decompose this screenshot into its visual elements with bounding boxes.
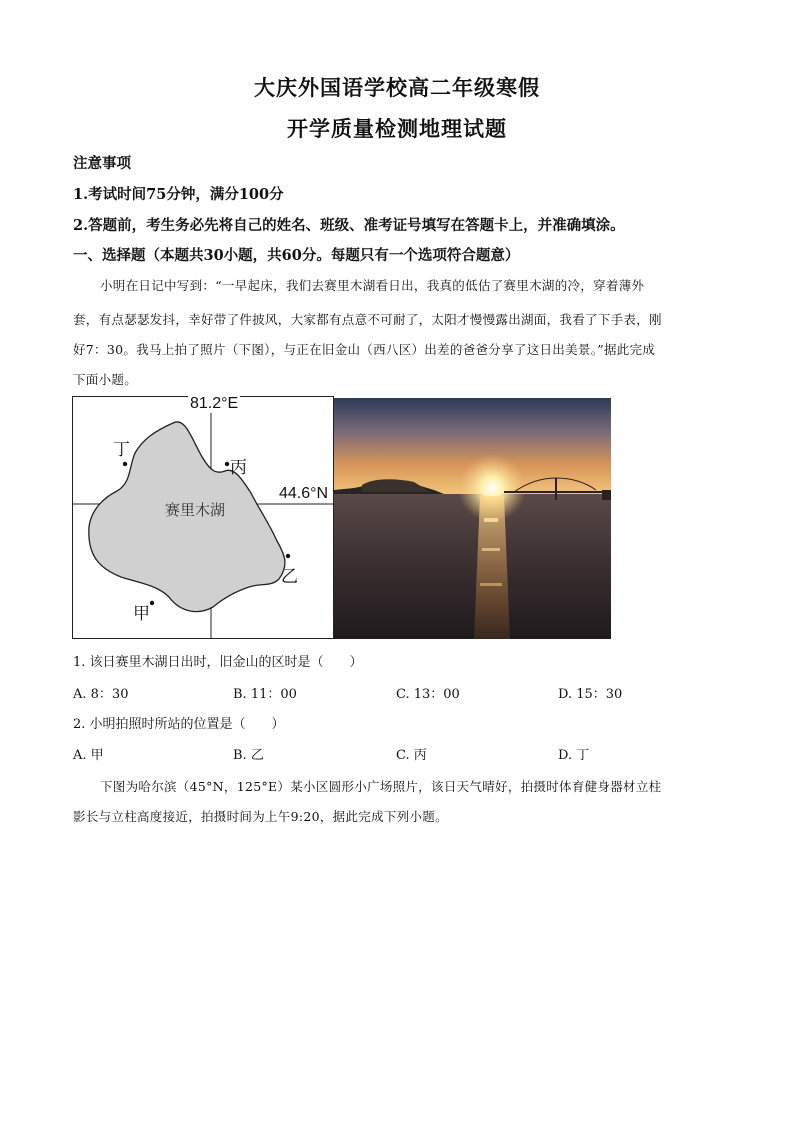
notes-item-2: 2.答题前，考生务必先将自己的姓名、班级、准考证号填写在答题卡上，并准确填涂。 (73, 217, 625, 234)
question-2-option-b[interactable]: B. 乙 (233, 748, 264, 763)
passage-2-line-2: 影长与立柱高度接近，拍摄时间为上午9:20，据此完成下列小题。 (73, 809, 448, 824)
point-yi-dot (286, 554, 290, 558)
question-1-option-b[interactable]: B. 11：00 (233, 687, 297, 702)
sunrise-photo (334, 398, 611, 639)
point-bing-dot (225, 462, 229, 466)
page-title: 大庆外国语学校高二年级寒假 (254, 75, 540, 100)
notes-item-1: 1.考试时间75分钟，满分100分 (73, 186, 284, 203)
passage-1-line-2: 套，有点瑟瑟发抖，幸好带了件披风，大家都有点意不可耐了，太阳才慢慢露出湖面，我看了下手表，刚 (73, 312, 662, 327)
notes-heading: 注意事项 (73, 155, 131, 172)
question-1-option-a[interactable]: A. 8：30 (73, 687, 129, 702)
passage-1-line-3: 好7：30。我马上拍了照片（下图），与正在旧金山（西八区）出差的爸爸分享了这日出美景。”据此完成 (73, 342, 656, 357)
passage-2-line-1: 下图为哈尔滨（45°N，125°E）某小区圆形小广场照片，该日天气晴好，拍摄时体育健身器材立柱 (100, 779, 662, 794)
latitude-label: 44.6°N (279, 485, 329, 502)
page-subtitle: 开学质量检测地理试题 (287, 116, 507, 141)
longitude-label: 81.2°E (190, 395, 239, 412)
question-2-option-a[interactable]: A. 甲 (73, 748, 104, 763)
question-2-option-d[interactable]: D. 丁 (558, 748, 590, 763)
point-ding-label: 丁 (113, 440, 130, 460)
question-2-stem: 2. 小明拍照时所站的位置是（ ） (73, 717, 285, 732)
question-2-option-c[interactable]: C. 丙 (396, 748, 427, 763)
point-ding-dot (123, 462, 127, 466)
passage-1-line-4: 下面小题。 (73, 372, 138, 387)
lake-name-label: 赛里木湖 (165, 501, 226, 519)
point-bing-label: 丙 (230, 458, 247, 478)
point-jia-label: 甲 (133, 604, 150, 624)
point-yi-label: 乙 (281, 567, 298, 587)
sunrise-photo-svg (334, 398, 611, 639)
section-heading: 一、选择题（本题共30小题，共60分。每题只有一个选项符合题意） (73, 247, 520, 264)
passage-1-line-1: 小明在日记中写到：“一早起床，我们去赛里木湖看日出，我真的低估了赛里木湖的冷，穿着薄外 (100, 278, 645, 293)
question-1-option-d[interactable]: D. 15：30 (558, 687, 623, 702)
point-jia-dot (150, 601, 154, 605)
question-1-stem: 1. 该日赛里木湖日出时，旧金山的区时是（ ） (73, 655, 363, 670)
lake-map (72, 396, 334, 639)
question-1-option-c[interactable]: C. 13：00 (396, 687, 460, 702)
